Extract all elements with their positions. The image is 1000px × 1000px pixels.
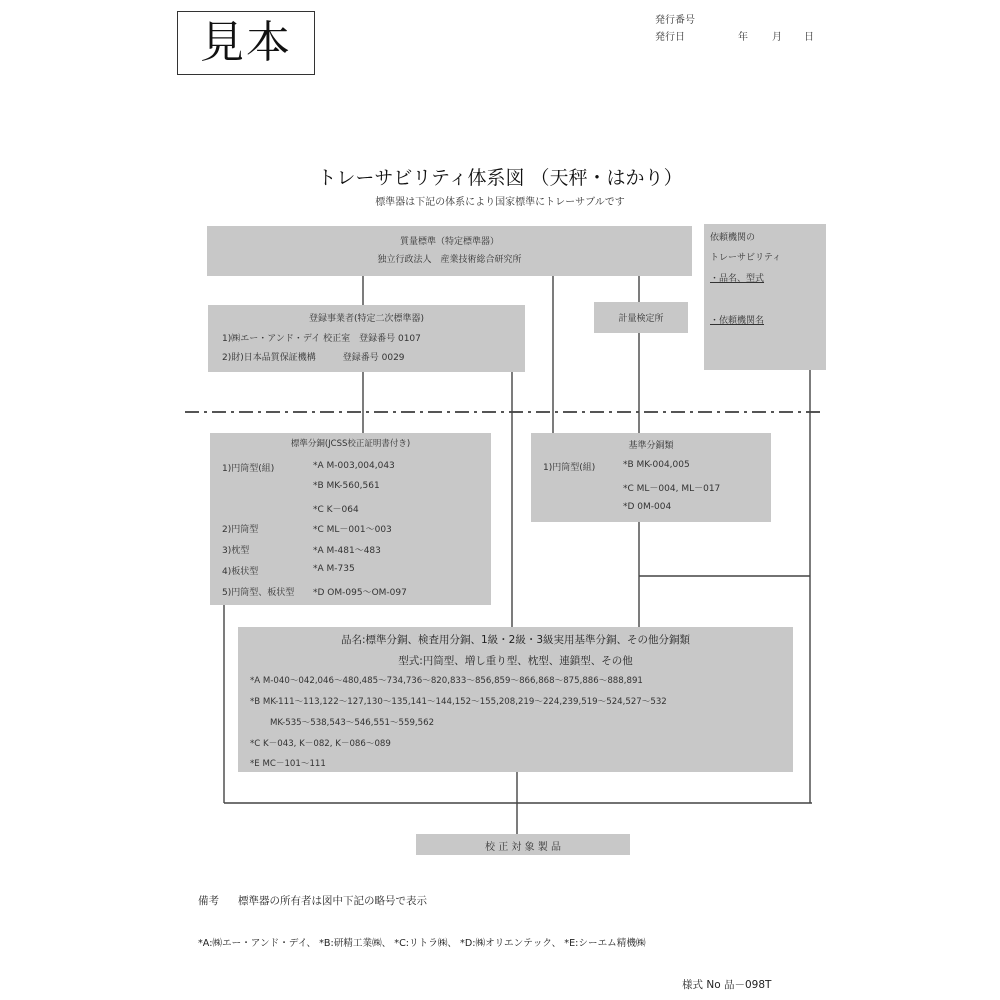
registered-item-1: 1)㈱エー・アンド・デイ 校正室 登録番号 0107 — [222, 334, 421, 344]
std-row-type: 1)円筒型(組) — [222, 464, 275, 474]
calibration-target-box — [416, 834, 630, 855]
requester-traceability-box — [704, 224, 826, 370]
products-name-line: 品名:標準分銅、検査用分銅、1級・2級・3級実用基準分銅、その他分銅類 — [340, 634, 691, 646]
calibration-target-label: 校 正 対 象 製 品 — [485, 842, 561, 853]
std-row-code: *B MK-560,561 — [313, 481, 380, 491]
std-row-code: *C ML－001～003 — [313, 525, 392, 535]
reference-weights-box — [531, 433, 771, 522]
products-code-row: *C K－043, K－082, K－086～089 — [250, 739, 391, 749]
registered-operators-box — [208, 305, 525, 372]
ref-row-code: *B MK-004,005 — [623, 460, 690, 470]
requester-line2: トレーサビリティ — [710, 253, 782, 263]
issue-day-label: 日 — [804, 32, 814, 43]
ref-row-type: 1)円筒型(組) — [543, 463, 596, 473]
std-row-code: *D OM-095～OM-097 — [313, 588, 407, 598]
std-row-code: *C K－064 — [313, 505, 359, 515]
std-row-code: *A M-735 — [313, 564, 355, 574]
standard-weights-box — [210, 433, 491, 605]
registered-title: 登録事業者(特定二次標準器) — [308, 314, 425, 324]
sample-stamp: 見本 — [177, 11, 315, 75]
std-row-type: 3)枕型 — [222, 546, 250, 556]
issue-year-label: 年 — [738, 32, 748, 43]
issue-date-label: 発行日 — [655, 32, 685, 43]
requester-line1: 依頼機関の — [710, 233, 756, 243]
remarks-text: 標準器の所有者は図中下記の略号で表示 — [238, 895, 427, 907]
products-code-row: *B MK-111～113,122～127,130～135,141～144,152～155,208,219～224,239,519～524,527～532 — [250, 697, 667, 707]
standard-weights-title: 標準分銅(JCSS校正証明書付き) — [290, 439, 411, 449]
products-code-row: MK-535～538,543～546,551～559,562 — [270, 718, 435, 728]
products-model-line: 型式:円筒型、増し重り型、枕型、連鎖型、その他 — [398, 655, 633, 667]
std-row-type: 2)円筒型 — [222, 525, 259, 535]
requester-field-org: ・依頼機関名 — [710, 316, 765, 326]
remarks-legend: *A:㈱エー・アンド・デイ、 *B:研精工業㈱、 *C:リトラ㈱、 *D:㈱オリエンテック、 *E:シーエム精機㈱ — [198, 938, 646, 949]
std-row-code: *A M-481～483 — [313, 546, 381, 556]
ref-row-code: *C ML－004, ML－017 — [623, 484, 721, 494]
form-number: 様式 No 品－098T — [682, 979, 772, 991]
metrology-office-label: 計量検定所 — [618, 314, 664, 324]
registered-item-2: 2)財)日本品質保証機構 登録番号 0029 — [222, 353, 405, 363]
remarks-label: 備考 — [198, 895, 219, 907]
national-standard-title: 質量標準（特定標準器） — [399, 237, 499, 247]
requester-field-model: ・品名、型式 — [710, 274, 765, 284]
issue-month-label: 月 — [772, 32, 782, 43]
page-title: トレーサビリティ体系図 （天秤・はかり） — [317, 167, 683, 189]
issue-number-label: 発行番号 — [655, 15, 695, 26]
std-row-type: 4)板状型 — [222, 567, 259, 577]
std-row-code: *A M-003,004,043 — [313, 461, 395, 471]
reference-weights-title: 基準分銅類 — [628, 441, 674, 451]
products-code-row: *E MC－101～111 — [250, 759, 326, 769]
page-subtitle: 標準器は下記の体系により国家標準にトレーサブルです — [375, 197, 625, 208]
std-row-type: 5)円筒型、板状型 — [222, 588, 295, 598]
products-box — [238, 627, 793, 772]
national-standard-box — [207, 226, 692, 276]
products-code-row: *A M-040～042,046～480,485～734,736～820,833～856,859～866,868～875,886～888,891 — [250, 676, 643, 686]
national-standard-org: 独立行政法人 産業技術総合研究所 — [377, 255, 522, 265]
metrology-office-box — [594, 302, 688, 333]
ref-row-code: *D 0M-004 — [623, 502, 672, 512]
